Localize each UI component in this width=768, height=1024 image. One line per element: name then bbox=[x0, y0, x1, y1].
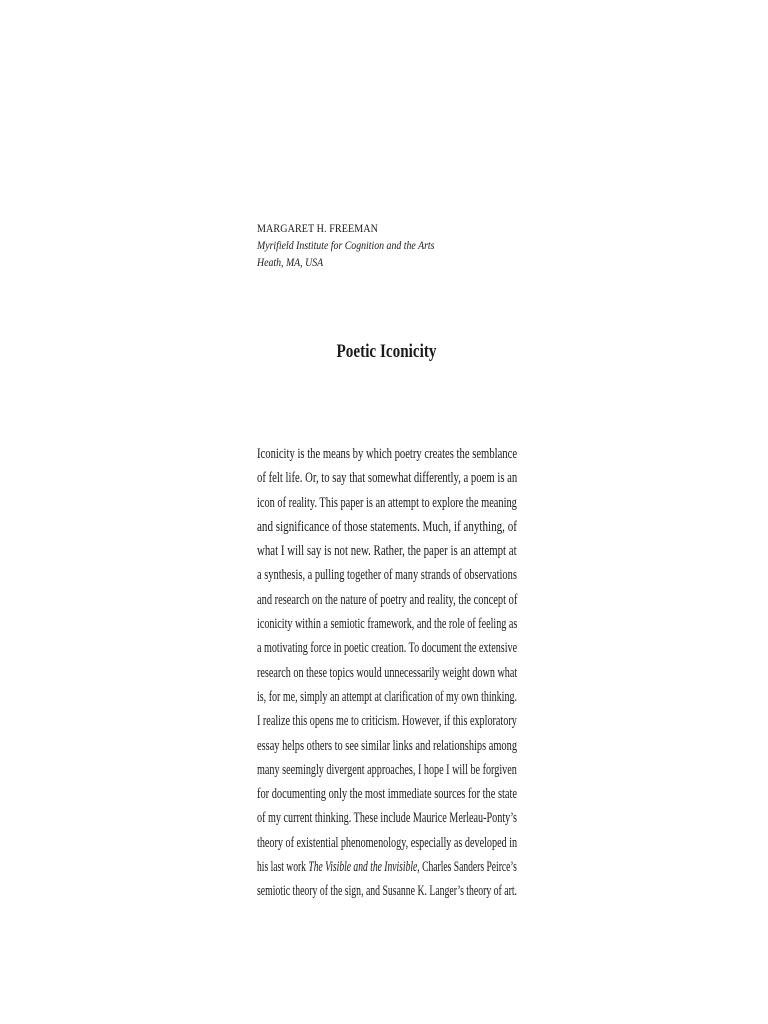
abstract-line-text: of my current thinking. These include Maurice Merleau-Ponty’s bbox=[257, 810, 518, 827]
abstract-line bbox=[257, 612, 517, 636]
abstract-line-text: Iconicity is the means by which poetry creates the semblance bbox=[257, 446, 518, 462]
abstract-line bbox=[257, 491, 517, 515]
abstract-line-text: is, for me, simply an attempt at clarification of my own thinking. bbox=[257, 688, 518, 705]
abstract-line-text: and research on the nature of poetry and reality, the concept of bbox=[257, 591, 518, 608]
cited-work-title: The Visible and the Invisible bbox=[308, 859, 418, 876]
abstract-line-text: theory of existential phenomenology, especially as developed in bbox=[257, 834, 518, 851]
abstract-line-text: for documenting only the most immediate sources for the state bbox=[257, 786, 518, 803]
abstract-line-text: and significance of those statements. Much, if anything, of bbox=[257, 518, 517, 535]
abstract-line-text: a synthesis, a pulling together of many strands of observations bbox=[257, 567, 517, 584]
author-location: Heath, MA, USA bbox=[257, 255, 324, 269]
paper-title bbox=[257, 339, 517, 365]
abstract-line bbox=[257, 831, 517, 855]
abstract-line bbox=[257, 515, 517, 539]
abstract-line bbox=[257, 855, 517, 879]
author-affiliation: Myrifield Institute for Cognition and the Arts bbox=[257, 238, 435, 252]
abstract-line-text-mixed bbox=[257, 855, 517, 879]
abstract-line bbox=[257, 734, 517, 758]
abstract-line bbox=[257, 709, 517, 733]
abstract-line bbox=[257, 563, 517, 587]
abstract-line-text: a motivating force in poetic creation. To document the extensive bbox=[257, 640, 518, 657]
abstract-text-run: , Charles Sanders Peirce’s bbox=[417, 859, 517, 876]
abstract-line-text: iconicity within a semiotic framework, and the role of feeling as bbox=[257, 616, 518, 633]
abstract-line bbox=[257, 636, 517, 660]
abstract-line-text: of felt life. Or, to say that somewhat differently, a poem is an bbox=[257, 470, 518, 487]
abstract-line bbox=[257, 879, 517, 903]
abstract-line-text: many seemingly divergent approaches, I hope I will be forgiven bbox=[257, 761, 517, 778]
abstract-line bbox=[257, 539, 517, 563]
abstract-line-text: what I will say is not new. Rather, the paper is an attempt at bbox=[257, 543, 517, 560]
abstract-line bbox=[257, 806, 517, 830]
author-block bbox=[257, 220, 557, 271]
abstract-line bbox=[257, 661, 517, 685]
abstract-line bbox=[257, 758, 517, 782]
abstract-line bbox=[257, 588, 517, 612]
abstract-text bbox=[257, 442, 517, 904]
abstract-line-text: icon of reality. This paper is an attempt to explore the meaning bbox=[257, 494, 517, 511]
abstract-line bbox=[257, 442, 517, 466]
abstract-line bbox=[257, 466, 517, 490]
abstract-line-text: semiotic theory of the sign, and Susanne K. Langer’s theory of art. bbox=[257, 883, 517, 900]
abstract-line-text: I realize this opens me to criticism. However, if this exploratory bbox=[257, 713, 517, 730]
abstract-line bbox=[257, 782, 517, 806]
abstract-line-text: essay helps others to see similar links and relationships among bbox=[257, 737, 518, 754]
abstract-text-run: his last work bbox=[257, 859, 309, 876]
abstract-line bbox=[257, 685, 517, 709]
author-name: MARGARET H. FREEMAN bbox=[257, 221, 378, 235]
abstract-line-text: research on these topics would unnecessarily weight down what bbox=[257, 664, 518, 681]
paper-title-text: Poetic Iconicity bbox=[336, 341, 438, 362]
